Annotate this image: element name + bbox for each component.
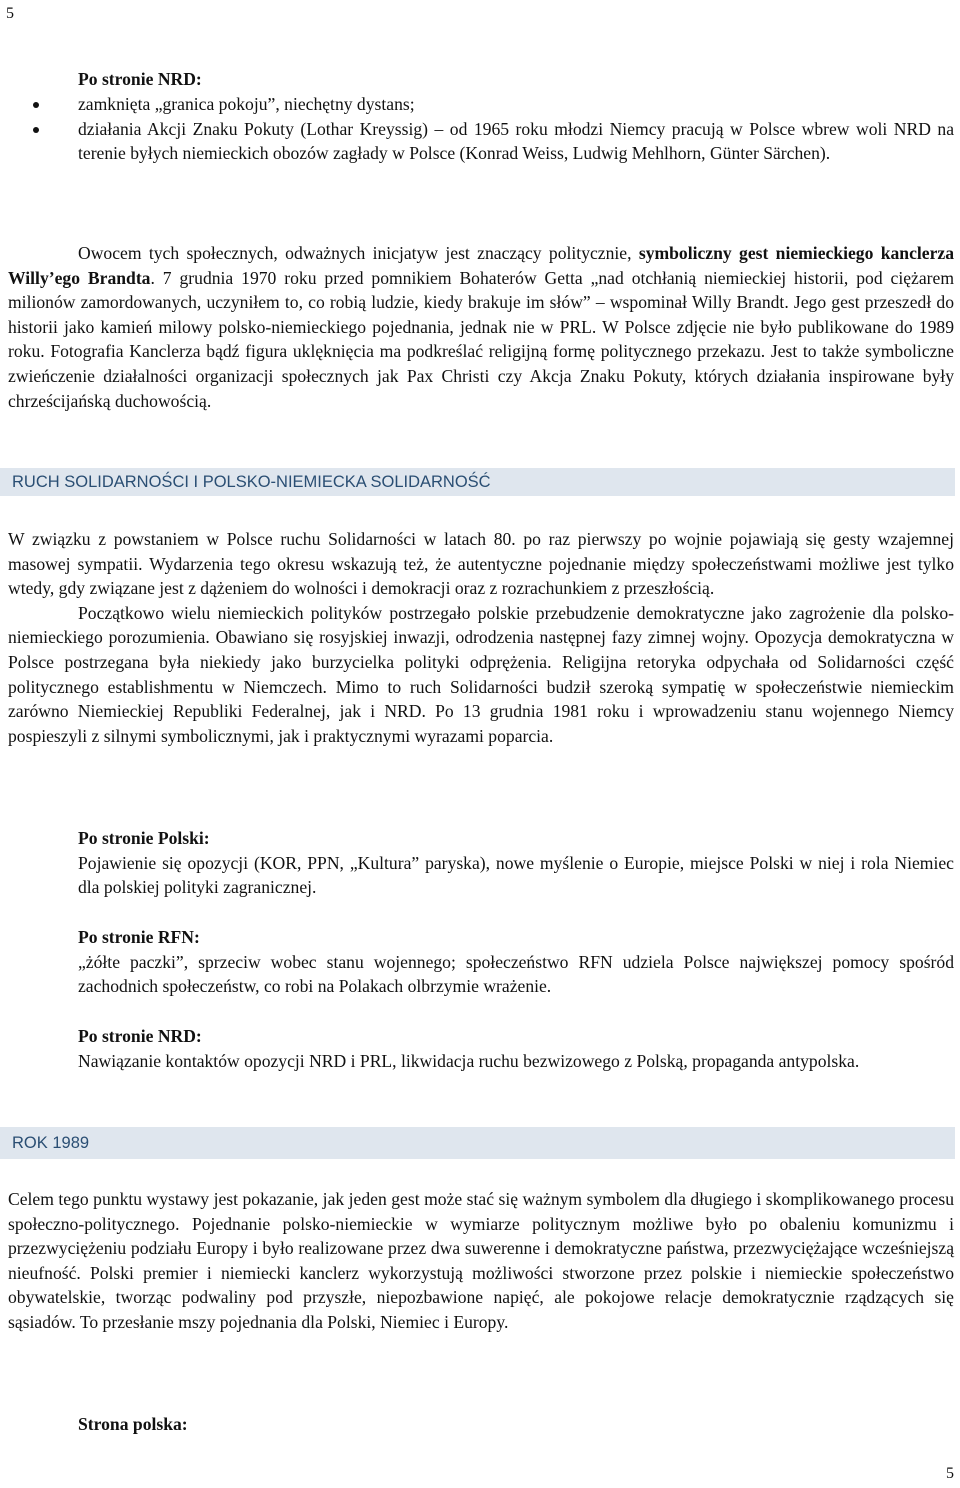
brandt-paragraph (8, 241, 954, 413)
section-heading-ruch: RUCH SOLIDARNOŚCI I POLSKO-NIEMIECKA SOLIDARNOŚĆ (0, 468, 955, 496)
ruch-paragraph-1: W związku z powstaniem w Polsce ruchu Solidarności w latach 80. po raz pierwszy po wojnie pojawiają się gesty wzajemnej masowej sympatii. Wydarzenia tego okresu wskazują też, że autentyczne pojednanie między społeczeństwami możliwe jest tylko wtedy, gdy związane jest z dążeniem do wolności i demokracji oraz z rozrachunkiem z przeszłością. (8, 529, 954, 599)
rfn-label: Po stronie RFN: (78, 927, 200, 947)
nrd2-label: Po stronie NRD: (78, 1026, 202, 1046)
nrd-bullet-list (78, 92, 954, 166)
brandt-intro: Owocem tych społecznych, odważnych inicjatyw jest znaczący politycznie, (78, 243, 639, 263)
bullet-icon (33, 127, 39, 133)
section-heading-rok: ROK 1989 (0, 1127, 955, 1159)
rfn-block (78, 925, 954, 999)
polska-text: Pojawienie się opozycji (KOR, PPN, „Kultura” paryska), nowe myślenie o Europie, miejsce Polski w niej i rola Niemiec dla polskiej polityki zagranicznej. (78, 852, 954, 898)
brandt-rest: . 7 grudnia 1970 roku przed pomnikiem Bohaterów Getta „nad otchłanią niemieckiej historii, pod ciężarem milionów zamordowanych, uczyniłem to, co robią ludzie, kiedy brakuje im słów” – wspominał Willy Brandt. Jego gest przeszedł do historii jako kamień milowy polsko-niemieckiego pojednania, jednak nie w PRL. W Polsce zdjęcie nie było publikowane do 1989 roku. Fotografia Kanclerza bądź figura uklęknięcia ma podkreślać religijną formę politycznego przekazu. Jest to także symboliczne zwieńczenie działalności organizacji społecznych jak Pax Christi czy Akcja Znaku Pokuty, których działania inspirowane były chrześcijańską duchowością. (8, 267, 954, 411)
polska-block (78, 826, 954, 900)
bullet-text: działania Akcji Znaku Pokuty (Lothar Kreyssig) – od 1965 roku młodzi Niemcy pracują w Polsce wbrew woli NRD na terenie byłych niemieckich obozów zagłady w Polsce (Konrad Weiss, Ludwig Mehlhorn, Günter Särchen). (78, 118, 954, 164)
brandt-bold: symboliczny gest niemieckiego kanclerza Willy’ego Brandta (8, 243, 955, 288)
strona-polska-label: Strona polska: (78, 1414, 188, 1434)
bullet-text: zamknięta „granica pokoju”, niechętny dystans; (78, 94, 415, 114)
page-number-bottom: 5 (946, 1465, 954, 1482)
rok-paragraph: Celem tego punktu wystawy jest pokazanie, jak jeden gest może stać się ważnym symbolem dla długiego i skomplikowanego procesu społeczno-politycznego. Pojednanie polsko-niemieckie w wymiarze politycznym możliwe było po obaleniu komunizmu i przezwyciężeniu podziału Europy i było realizowane przez dwa suwerenne i demokratyczne państwa, przezwyciężające wcześniejszą nieufność. Polski premier i niemiecki kanclerz wykorzystują możliwości stworzone przez polskie i niemieckie społeczeństwo obywatelskie, tworząc podwaliny pod przyszłe, niepozbawione napięć, ale pokojowe relacje demokratycznie rządzących się sąsiadów. To przesłanie mszy pojednania dla Polski, Niemiec i Europy. (8, 1189, 954, 1332)
rfn-text: „żółte paczki”, sprzeciw wobec stanu wojennego; społeczeństwo RFN udziela Polsce największej pomocy spośród zachodnich społeczeństw, co robi na Polakach olbrzymie wrażenie. (78, 951, 954, 997)
polska-label: Po stronie Polski: (78, 828, 210, 848)
nrd2-block (78, 1024, 954, 1073)
list-item (78, 117, 954, 166)
list-item (78, 92, 954, 117)
ruch-paragraph-2: Początkowo wielu niemieckich polityków postrzegało polskie przebudzenie demokratyczne jako zagrożenie dla polsko-niemieckiego porozumienia. Obawiano się rosyjskiej inwazji, odrodzenia następnej fazy zimnej wojny. Opozycja demokratyczna w Polsce postrzegana była niekiedy jako burzycielka polityki odprężenia. Religijna retoryka odpychała od Solidarności część politycznego establishmentu w Niemczech. Mimo to ruch Solidarności budził szeroką sympatię w społeczeństwie niemieckim zarówno Niemieckiej Republiki Federalnej, jak i NRD. Po 13 grudnia 1981 roku i wprowadzeniu stanu wojennego Niemcy pospieszyli z silnymi symbolicznymi, jak i praktycznymi wyrazami poparcia. (8, 602, 954, 746)
bullet-icon (33, 102, 39, 108)
page-number-top: 5 (6, 5, 14, 22)
section-label-nrd: Po stronie NRD: (78, 69, 202, 89)
nrd2-text: Nawiązanie kontaktów opozycji NRD i PRL, likwidacja ruchu bezwizowego z Polską, propaganda antypolska. (78, 1050, 860, 1071)
ruch-section (8, 527, 954, 748)
